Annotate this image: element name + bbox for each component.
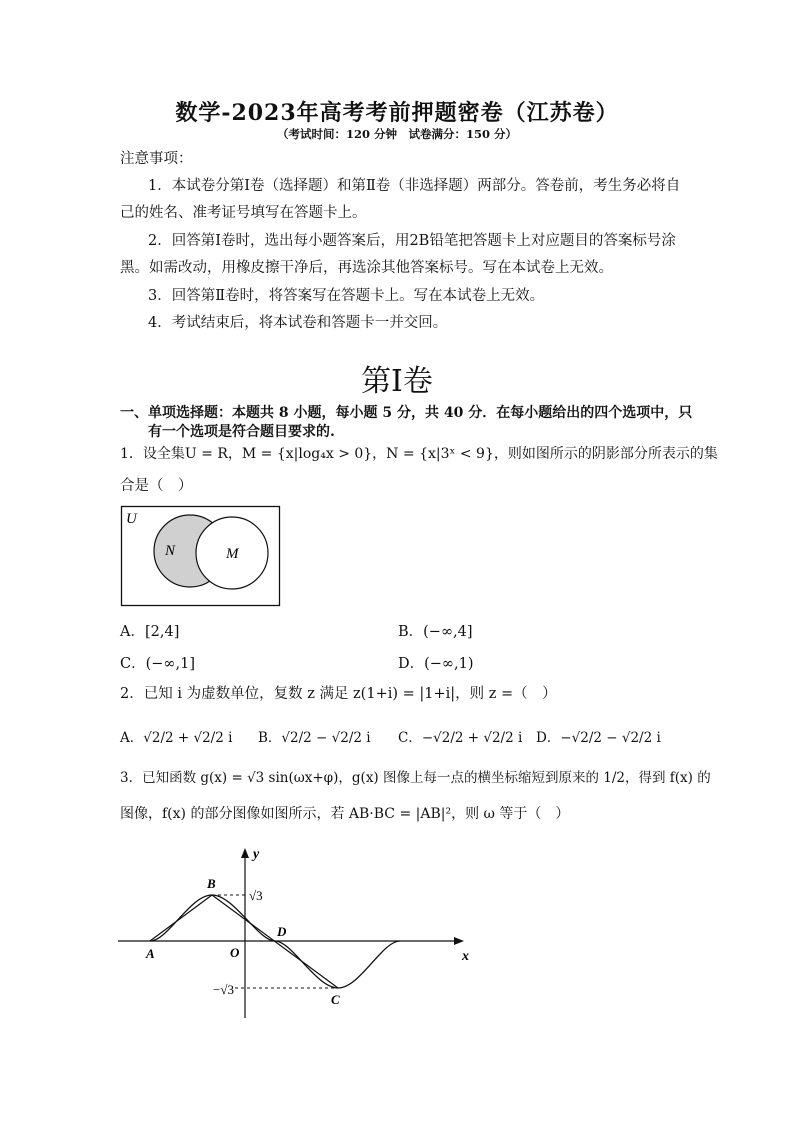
q3-text-line-1: 3．已知函数 g(x) = √3 sin(ωx+φ)，g(x) 图像上每一点的横坐标缩短到原来的 1/2，得到 f(x) 的	[120, 770, 711, 786]
q3-text-line-2: 图像，f(x) 的部分图像如图所示，若 AB·BC = |AB|²，则 ω 等于（ ）	[120, 806, 570, 822]
part1-line-1: 一、单项选择题：本题共 8 小题，每小题 5 分，共 40 分．在每小题给出的四个选项中，只	[120, 405, 693, 421]
page-title: 数学-2023年高考考前押题密卷（江苏卷）	[175, 100, 619, 126]
q2-option-a: A．√2/2 + √2/2 i	[120, 730, 233, 746]
max-value-label: √3	[249, 888, 263, 903]
q2-option-c: C．−√2/2 + √2/2 i	[398, 730, 523, 746]
x-axis-arrow-icon	[454, 937, 464, 945]
q1-option-c: C．(−∞,1]	[120, 656, 195, 672]
q1-text-line-1: 1．设全集U = R，M = {x|log₄x > 0}，N = {x|3ˣ < 9}，则如图所示的阴影部分所表示的集	[120, 446, 718, 462]
venn-label-u: U	[126, 511, 137, 527]
q2-text: 2．已知 i 为虚数单位，复数 z 满足 z(1+i) = |1+i|，则 z =（ ）	[120, 686, 557, 702]
point-d-label: D	[277, 924, 287, 939]
venn-label-n: N	[165, 543, 176, 559]
note-2-line-1: 2．回答第Ⅰ卷时，选出每小题答案后，用2B铅笔把答题卡上对应题目的答案标号涂	[148, 233, 676, 249]
q1-text-line-2: 合是（ ）	[120, 478, 193, 494]
note-1-line-2: 己的姓名、准考证号填写在答题卡上。	[120, 205, 367, 221]
note-2-line-2: 黑。如需改动，用橡皮擦干净后，再选涂其他答案标号。写在本试卷上无效。	[120, 260, 613, 276]
y-axis-label: y	[253, 847, 260, 862]
y-axis-arrow-icon	[241, 848, 249, 858]
point-b-label: B	[207, 876, 216, 891]
part1-line-2: 有一个选项是符合题目要求的.	[148, 424, 335, 440]
section-title: 第Ⅰ卷	[361, 364, 433, 399]
note-1-line-1: 1．本试卷分第Ⅰ卷（选择题）和第Ⅱ卷（非选择题）两部分。答卷前，考生务必将自	[148, 178, 681, 194]
min-value-label: −√3	[213, 982, 234, 997]
q1-option-d: D．(−∞,1)	[398, 656, 474, 672]
q1-option-b: B．(−∞,4]	[398, 624, 473, 640]
segment-ab	[150, 895, 212, 941]
q1-option-a: A．[2,4]	[120, 624, 180, 640]
q2-option-d: D．−√2/2 − √2/2 i	[536, 730, 661, 746]
note-3: 3．回答第Ⅱ卷时，将答案写在答题卡上。写在本试卷上无效。	[148, 288, 545, 304]
venn-label-m: M	[226, 546, 239, 562]
notes-heading: 注意事项：	[120, 151, 193, 167]
exam-info: （考试时间：120 分钟 试卷满分：150 分）	[276, 127, 517, 141]
note-4: 4．考试结束后，将本试卷和答题卡一并交回。	[148, 315, 448, 331]
venn-diagram	[120, 505, 282, 608]
q2-option-b: B．√2/2 − √2/2 i	[258, 730, 371, 746]
point-a-label: A	[146, 946, 155, 961]
x-axis-label: x	[462, 949, 469, 964]
point-c-label: C	[331, 992, 340, 1007]
origin-label: O	[230, 945, 240, 960]
function-graph	[110, 840, 490, 1025]
